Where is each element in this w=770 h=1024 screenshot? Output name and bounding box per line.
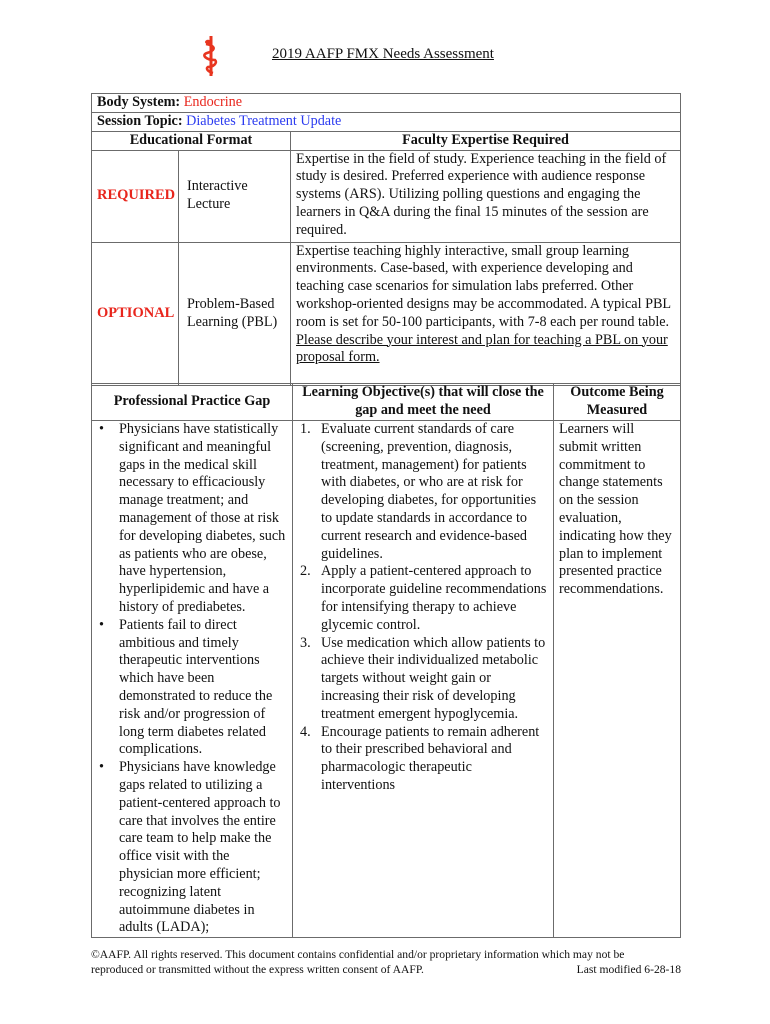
list-item: • Physicians have statistically significant and meaningful gaps in the medical skill necessary to efficaciously manage treatment; and management of those at risk for developing diabetes, such as patients who are obese, have hypertension, hyperlipidemic and have a history of prediabetes.: [99, 421, 286, 615]
body-system-value: Endocrine: [183, 94, 243, 110]
outcome-cell: Learners will submit written commitment to change statements on the session evaluation, indicating how they plan to implement presented practice recommendations.: [554, 421, 681, 938]
list-item: 3. Use medication which allow patients to achieve their individualized metabolic targets without weight gain or increasing their risk of developing treatment emergent hypoglycemia.: [300, 634, 546, 722]
educational-format-header: Educational Format: [92, 131, 291, 150]
learning-objectives-list: [298, 421, 548, 795]
practice-gap-header: Professional Practice Gap: [92, 384, 293, 421]
expertise-text: Expertise in the field of study. Experience teaching in the field of study is desired. Preferred experience with audience response systems (ARS). Utilizing polling questions and engaging the learners in Q&A during the final 15 minutes of the session are required.: [291, 150, 681, 242]
bullet-icon: •: [99, 616, 104, 633]
expertise-text: Expertise teaching highly interactive, small group learning environments. Case-based, with experience developing and teaching case scenarios for simulation labs preferred. Other workshop-oriented designs may be accommodated. A typical PBL room is set for 50-100 participants, with 7-8 each per round table. Please describe your interest and plan for teaching a PBL on your proposal form.: [291, 242, 681, 385]
page-title: 2019 AAFP FMX Needs Assessment: [272, 46, 494, 62]
format-row-optional: [92, 242, 681, 385]
optional-tag: OPTIONAL: [92, 242, 179, 385]
practice-gap-cell: [92, 421, 293, 938]
practice-gap-list: [97, 421, 287, 937]
footer: [91, 947, 681, 977]
practice-gap-table: [91, 383, 681, 938]
bullet-icon: •: [99, 421, 104, 437]
format-name: Interactive Lecture: [179, 150, 291, 242]
last-modified: Last modified 6-28-18: [576, 963, 681, 976]
learning-objectives-header: Learning Objective(s) that will close the gap and meet the need: [293, 384, 554, 421]
session-topic-row: [92, 113, 681, 132]
faculty-expertise-header: Faculty Expertise Required: [291, 131, 681, 150]
pbl-proposal-note: Please describe your interest and plan for teaching a PBL on your proposal form.: [296, 331, 668, 366]
copyright-line-2: reproduced or transmitted without the express written consent of AAFP.: [91, 963, 424, 976]
format-table: [91, 93, 681, 386]
bullet-icon: •: [99, 759, 104, 776]
list-item: 2. Apply a patient-centered approach to incorporate guideline recommendations for intensifying therapy to achieve glycemic control.: [300, 563, 547, 633]
session-topic-label: Session Topic:: [97, 113, 183, 129]
list-item: • Patients fail to direct ambitious and timely therapeutic interventions which have been demonstrated to reduce the risk and/or progression of long term diabetes related complications.: [99, 616, 273, 758]
required-tag: REQUIRED: [92, 150, 179, 242]
list-item: 1. Evaluate current standards of care (screening, prevention, diagnosis, treatment, management) for patients with diabetes, or who are at risk for developing diabetes, for opportunities to update standards in accordance to current research and evidence-based guidelines.: [300, 421, 537, 562]
session-topic-value: Diabetes Treatment Update: [186, 113, 342, 129]
list-item: • Physicians have knowledge gaps related to utilizing a patient-centered approach to care that involves the entire care team to help make the office visit with the physician more efficient; recognizing latent autoimmune diabetes in adults (LADA);: [99, 759, 281, 936]
body-system-label: Body System:: [97, 94, 181, 110]
list-item: 4. Encourage patients to remain adherent to their prescribed behavioral and pharmacologic therapeutic interventions: [300, 723, 540, 793]
aafp-logo-icon: [203, 36, 219, 76]
format-name: Problem-Based Learning (PBL): [179, 242, 291, 385]
outcome-header: Outcome Being Measured: [554, 384, 681, 421]
copyright-line-1: ©AAFP. All rights reserved. This document contains confidential and/or proprietary information which may not be: [91, 948, 625, 961]
body-system-row: [92, 94, 681, 113]
learning-objectives-cell: [293, 421, 554, 938]
format-row-required: [92, 150, 681, 242]
